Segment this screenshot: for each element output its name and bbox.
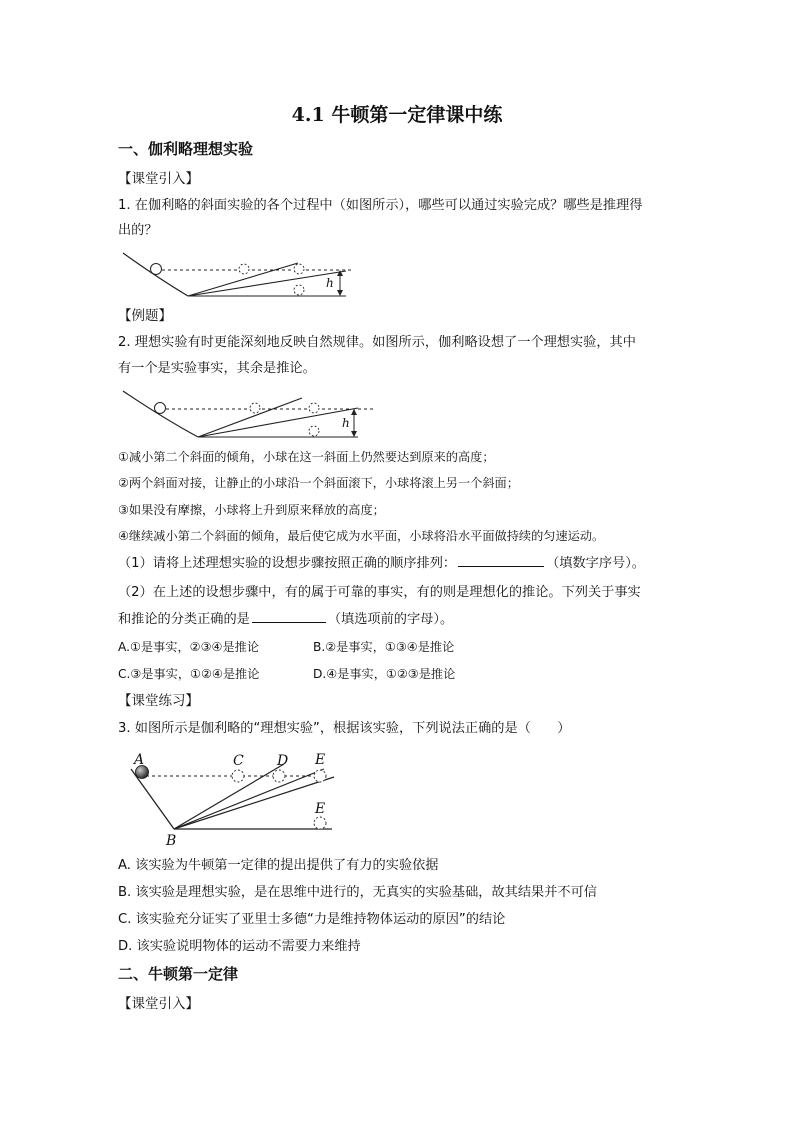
q2-sub2-suffix: （填选项前的字母）。 <box>327 612 454 627</box>
section2-heading: 二、牛顿第一定律 <box>118 965 239 983</box>
q2-option-d[interactable]: D.④是事实，①②③是推论 <box>313 667 456 681</box>
q2-sub1-text: （1）请将上述理想实验的设想步骤按照正确的顺序排列： <box>118 556 457 571</box>
q1-text-line2: 出的？ <box>118 223 158 238</box>
q2-option-b[interactable]: B.②是事实，①③④是推论 <box>313 640 455 654</box>
example-tag: 【例题】 <box>118 308 172 324</box>
step-3: ③如果没有摩擦，小球将上升到原来释放的高度； <box>118 503 385 517</box>
fig1-h-label: h <box>326 276 334 290</box>
fig3-label-d: D <box>277 753 289 769</box>
answer-blank-2[interactable] <box>252 610 326 623</box>
q2-text-line2: 有一个是实验事实，其余是推论。 <box>118 361 316 376</box>
section1-heading: 一、伽利略理想实验 <box>118 140 254 158</box>
q2-text-line1: 2. 理想实验有时更能深刻地反映自然规律。如图所示，伽利略设想了一个理想实验，其中 <box>118 335 636 350</box>
fig2-h-label: h <box>342 416 350 430</box>
answer-blank-1[interactable] <box>458 554 544 567</box>
step-2: ②两个斜面对接，让静止的小球沿一个斜面滚下，小球将滚上另一个斜面； <box>118 476 519 490</box>
fig3-label-e-bottom: E <box>315 801 326 817</box>
q2-sub2-line2 <box>118 610 688 630</box>
q2-option-a[interactable]: A.①是事实，②③④是推论 <box>118 640 260 654</box>
fig3-label-e-top: E <box>315 752 326 768</box>
practice-tag: 【课堂练习】 <box>118 693 199 709</box>
section2-intro-tag: 【课堂引入】 <box>118 996 199 1012</box>
fig3-label-c: C <box>233 753 244 769</box>
q3-text: 3. 如图所示是伽利略的“理想实验”，根据该实验，下列说法正确的是（ ） <box>118 721 571 736</box>
figure-2-incline-diagram <box>118 386 378 442</box>
q2-sub2-text: 和推论的分类正确的是 <box>118 612 250 627</box>
q2-sub1-suffix: （填数字序号）。 <box>546 556 645 571</box>
q1-text-line1: 1. 在伽利略的斜面实验的各个过程中（如图所示），哪些可以通过实验完成？哪些是推理得 <box>118 198 643 213</box>
q2-options-row1 <box>118 637 688 657</box>
figure-1-incline-diagram <box>118 248 368 300</box>
q3-option-d[interactable]: D. 该实验说明物体的运动不需要力来维持 <box>118 939 361 954</box>
q2-sub2-line1: （2）在上述的设想步骤中，有的属于可靠的事实，有的则是理想化的推论。下列关于事实 <box>118 585 641 600</box>
q3-option-c[interactable]: C. 该实验充分证实了亚里士多德“力是维持物体运动的原因”的结论 <box>118 912 506 927</box>
q3-option-a[interactable]: A. 该实验为牛顿第一定律的提出提供了有力的实验依据 <box>118 858 439 873</box>
section1-intro-tag: 【课堂引入】 <box>118 171 199 187</box>
figure-3-incline-diagram <box>124 750 344 850</box>
fig3-label-b: B <box>166 833 177 849</box>
page-title: 4.1 牛顿第一定律课中练 <box>291 104 503 126</box>
q2-options-row2 <box>118 664 688 684</box>
fig3-label-a: A <box>134 752 145 768</box>
q3-option-b[interactable]: B. 该实验是理想实验，是在思维中进行的，无真实的实验基础，故其结果并不可信 <box>118 885 597 900</box>
q2-sub1 <box>118 554 688 574</box>
step-1: ①减小第二个斜面的倾角，小球在这一斜面上仍然要达到原来的高度； <box>118 450 495 464</box>
q2-option-c[interactable]: C.③是事实，①②④是推论 <box>118 667 260 681</box>
step-4: ④继续减小第二个斜面的倾角，最后使它成为水平面，小球将沿水平面做持续的匀速运动。 <box>118 529 605 543</box>
